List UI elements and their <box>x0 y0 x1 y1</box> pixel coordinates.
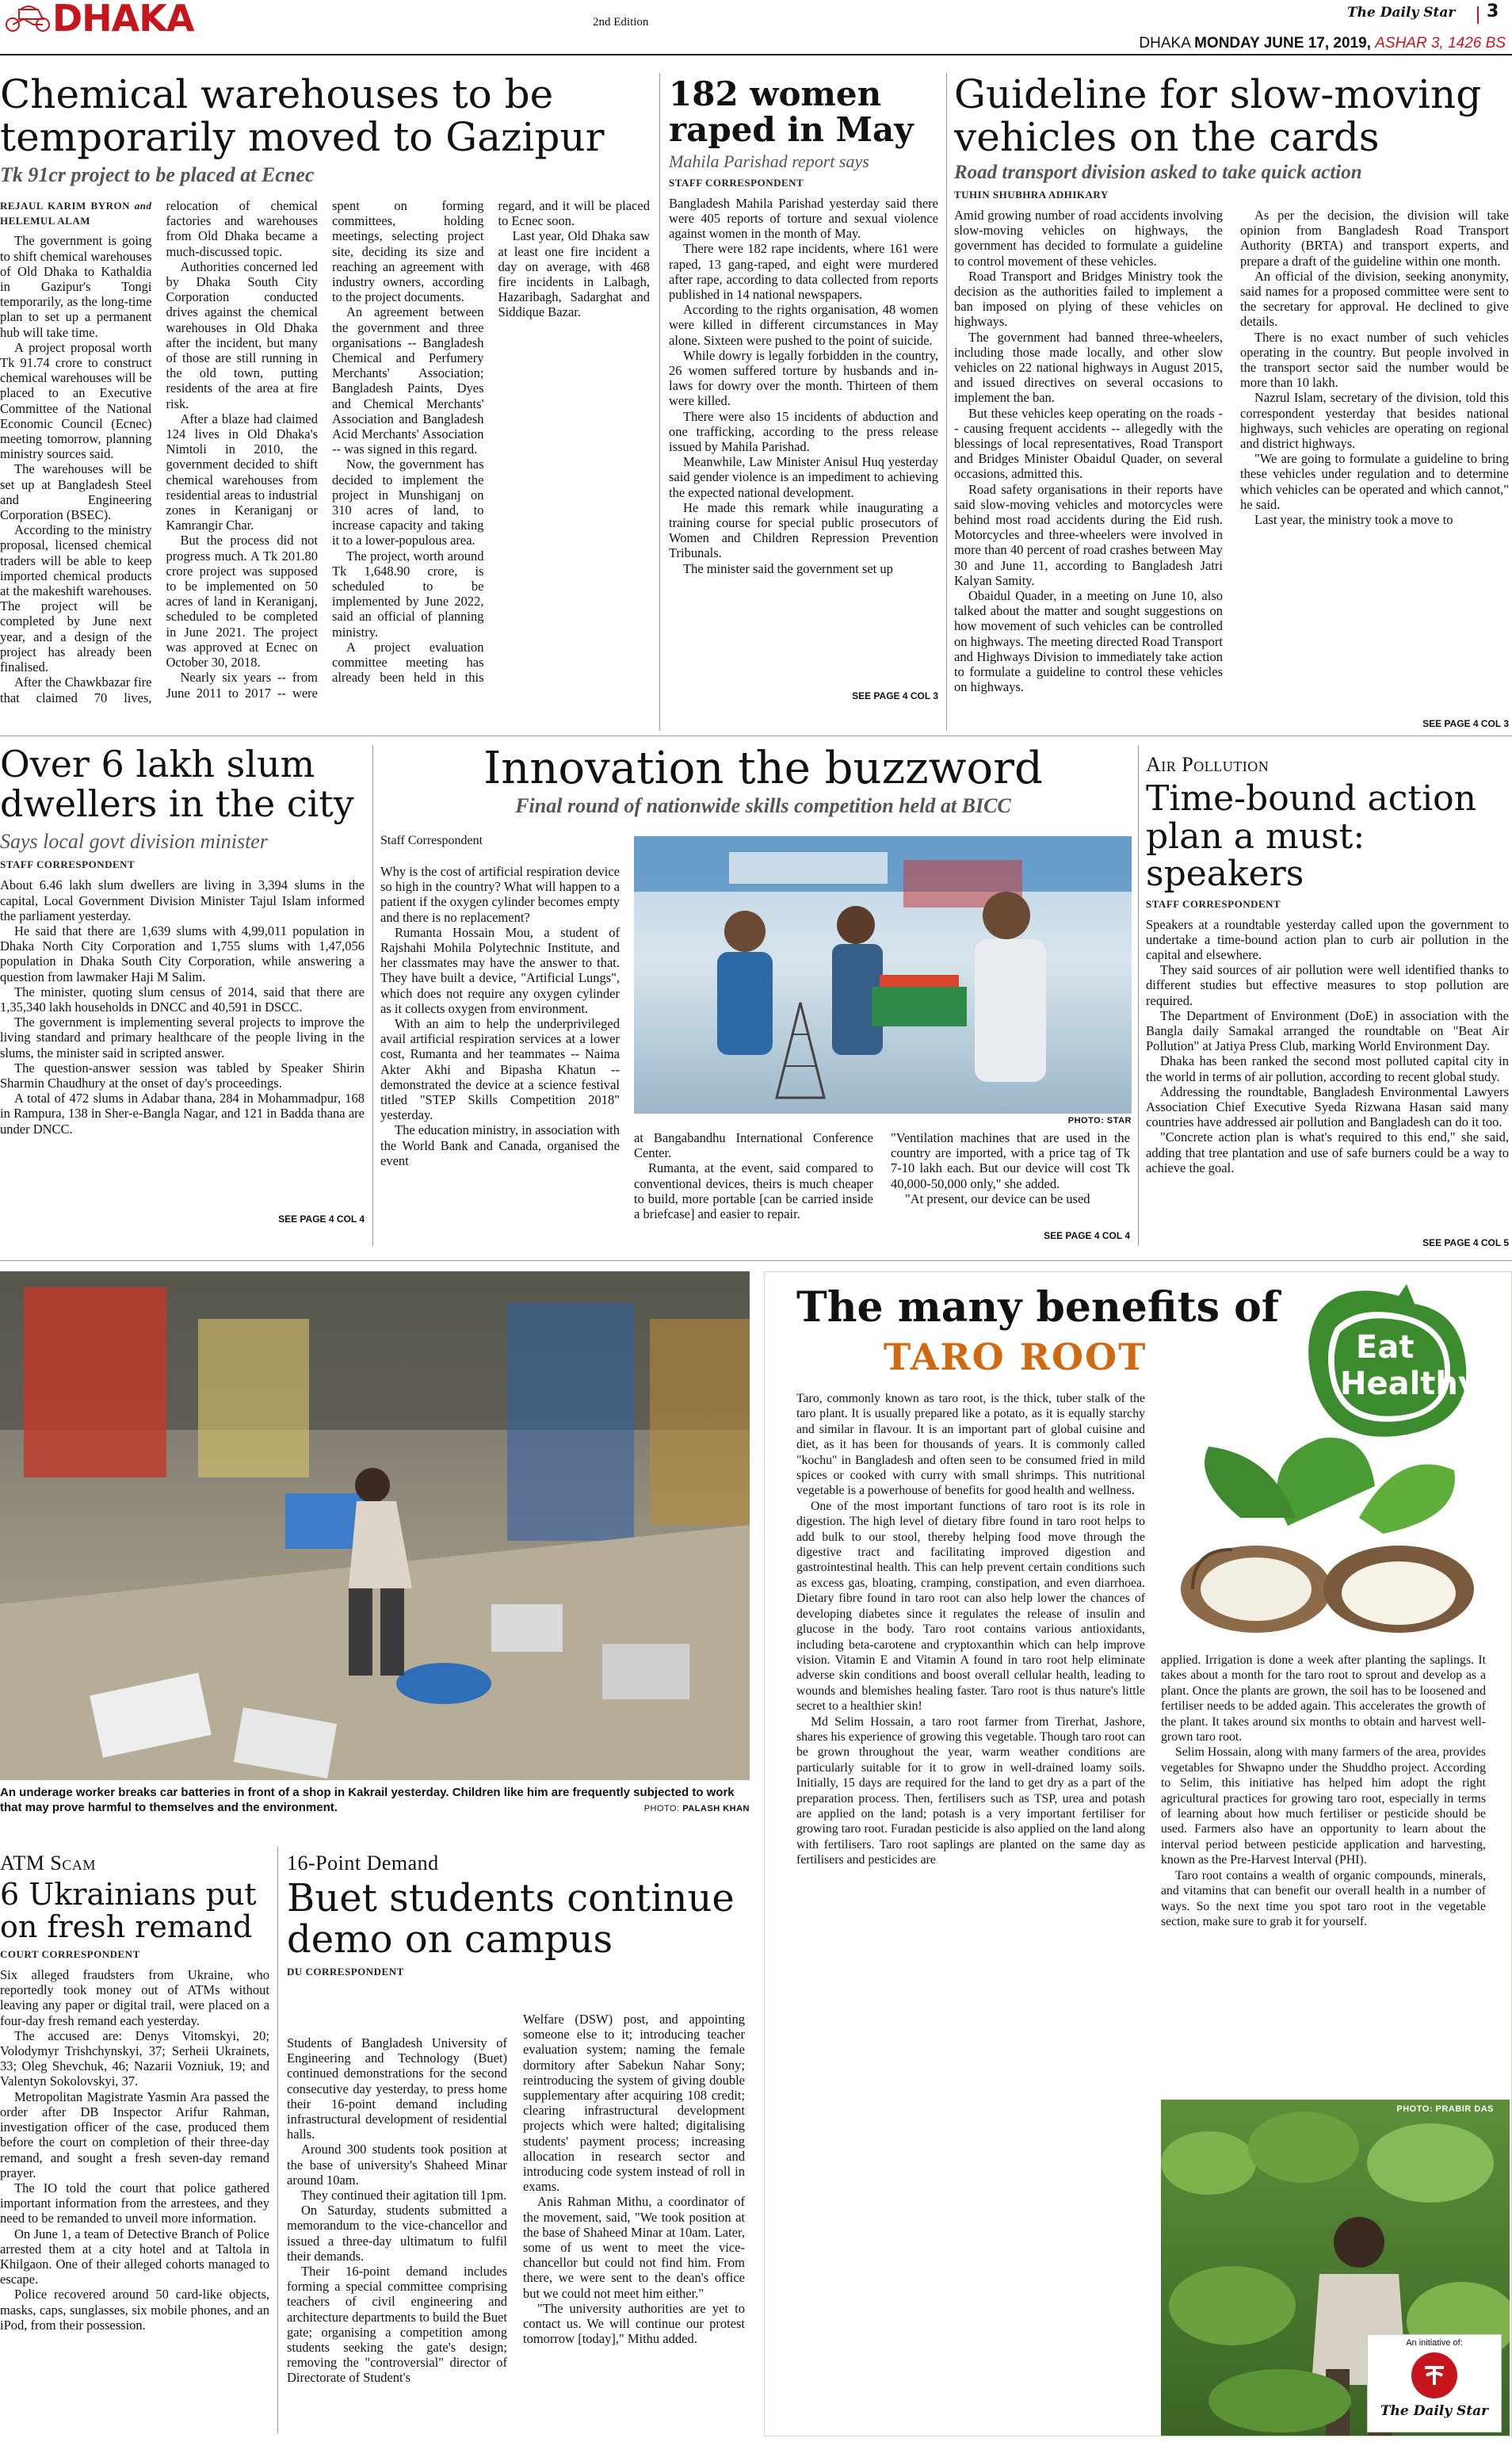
paragraph: Amid growing number of road accidents involving slow-moving vehicles on highways, the government has decided to formulate a guideline to control movement of these vehicles. <box>954 208 1223 269</box>
paragraph: "We are going to formulate a guideline to bring these vehicles under regulation and to determine which vehicles can be operated and which cannot," he said. <box>1240 451 1509 512</box>
paragraph: The accused are: Denys Vitomskyi, 20; Volodymyr Trishchynskyi, 37; Serheii Ukrainets, 33; Oleg Shevchuk, 46; Nazarii Vozniuk, 19; and Valentyn Sokolovskyi, 37. <box>0 2027 269 2089</box>
taro-feature <box>764 1271 1512 2436</box>
paragraph: There were also 15 incidents of abduction and one trafficking, according to the press release issued by Mahila Parishad. <box>669 408 938 454</box>
air-continued: SEE PAGE 4 COL 5 <box>1422 1236 1509 1248</box>
chemical-byline-and: and <box>134 200 152 212</box>
rape-body <box>669 196 938 687</box>
paragraph: Taro root contains a wealth of organic compounds, minerals, and vitamins that can benefit our overall health in a number of ways. So the next time you spot taro root in the vegetable section, make sure to grab it for yourself. <box>1161 1868 1486 1928</box>
atm-kicker: ATM Scam <box>0 1852 96 1874</box>
edition-label: 2nd Edition <box>593 16 649 29</box>
paragraph: Students of Bangladesh University of Engineering and Technology (Buet) continued demonstrations for the second consecutive day yesterday, to press home their 16-point demand including infrastructural development of residential halls. <box>287 2035 507 2142</box>
paragraph: The Department of Environment (DoE) in association with the Bangla daily Samakal arranged the roundtable on "Beat Air Pollution" at Jatiya Press Club, marking World Environment Day. <box>1146 1007 1509 1054</box>
credit-label: PHOTO: <box>643 1804 680 1813</box>
rape-story <box>669 76 938 701</box>
paper-name: The Daily Star <box>1347 5 1456 21</box>
air-byline: STAFF CORRESPONDENT <box>1146 897 1281 910</box>
paragraph: "The university authorities are yet to contact us. We will continue our protest tomorrow [today]," Mithu added. <box>523 2300 745 2347</box>
taro-illustration <box>1161 1431 1494 1653</box>
innovation-col2 <box>634 1130 873 1241</box>
rickshaw-icon <box>3 3 54 32</box>
paragraph: The IO told the court that police gathered important information from the arrestees, and they need to be remanded to unveil more information. <box>0 2180 269 2226</box>
credit-name: PALASH KHAN <box>682 1804 750 1813</box>
paragraph: There were 182 rape incidents, where 161 were raped, 13 gang-raped, and eight were murdered after rape, according to data collected from reports published in 14 national newspapers. <box>669 241 938 302</box>
worker-photo-credit <box>602 1804 750 1813</box>
paragraph: Metropolitan Magistrate Yasmin Ara passed the order after DB Inspector Arifur Rahman, investigation officer of the case, produced them before the court on completion of their three-day remand, and sought a fresh seven-day remand prayer. <box>0 2089 269 2180</box>
paragraph: One of the most important functions of taro root is its role in digestion. The high level of dietary fibre found in taro root helps to add bulk to our stool, thereby helping food move through the digestive tract and facilitating improved digestion and gastrointestinal health. This can help prevent certain conditions such as excess gas, bloating, cramping, constipation, and even diarrhoea. Dietary fibre found in taro root can also help lower the chances of developing diabetes since it regulates the release of insulin and glucose in the body. Taro root contains various antioxidants, including beta-carotene and cryptoxanthin which can help improve vision. Vitamin E and Vitamin A found in taro root help eliminate adverse skin conditions and boost overall cellular health, leading to wounds and blemishes healing faster. Taro root is thus nature's little secret to a healthier skin! <box>796 1499 1145 1714</box>
vehicles-byline: TUHIN SHUBHRA ADHIKARY <box>954 189 1109 201</box>
paragraph: Bangladesh Mahila Parishad yesterday said there were 405 reports of torture and sexual violence against women in the month of May. <box>669 195 938 242</box>
slum-deck: Says local govt division minister <box>0 830 268 854</box>
buet-byline: DU CORRESPONDENT <box>287 1965 404 1978</box>
paragraph: Anis Rahman Mithu, a coordinator of the movement, said, "We took position at the base of Shaheed Minar at 10am. Later, some of us went to meet the vice-chancellor but could not find him. From there, we were sent to the dean's office but we could not meet him either." <box>523 2194 745 2301</box>
paragraph: The minister, quoting slum census of 2014, said that there are 1,35,340 lakh households in DNCC and 40,591 in DSCC. <box>0 984 365 1015</box>
paragraph: Six alleged fraudsters from Ukraine, who reportedly took money out of ATMs without leaving any paper or digital trail, were placed on a four-day fresh remand each yesterday. <box>0 1967 269 2028</box>
taro-photo-credit: PHOTO: PRABIR DAS <box>1396 2104 1494 2114</box>
chemical-headline: Chemical warehouses to be temporarily moved to Gazipur <box>0 71 605 160</box>
atm-headline: 6 Ukrainians put on fresh remand <box>0 1877 257 1945</box>
paragraph: Dhaka has been ranked the second most polluted capital city in the world in terms of air pollution, according to recent global study. <box>1146 1053 1509 1084</box>
badge-healthy: Healthy <box>1340 1366 1479 1402</box>
paragraph: Now, the government has decided to implement the project in Munshiganj on 310 acres of land, to increase capacity and taking it to a lower-populous area. <box>332 457 484 548</box>
sponsor-name: The Daily Star <box>1380 2403 1489 2419</box>
section-title: DHAKA <box>52 0 194 40</box>
vehicles-story <box>954 73 1509 729</box>
dateline-bangla: ASHAR 3, 1426 BS <box>1375 35 1506 52</box>
paragraph: Last year, the ministry took a move to <box>1254 512 1453 528</box>
initiative-label: An initiative of: <box>1406 2338 1463 2348</box>
paragraph: A project proposal worth Tk 91.74 crore to construct chemical warehouses will be placed to an Executive Committee of the National Economic Council (Ecnec) meeting tomorrow, planning ministry sources said. <box>0 339 152 462</box>
atm-body <box>0 1967 269 2436</box>
initiative-box <box>1367 2334 1502 2432</box>
rape-headline: 182 women raped in May <box>669 75 914 150</box>
masthead-divider <box>1477 6 1479 24</box>
dateline-date: MONDAY JUNE 17, 2019, <box>1194 35 1371 52</box>
air-headline: Time-bound action plan a must: speakers <box>1146 778 1476 895</box>
paragraph: He made this remark while inaugurating a training course for special public prosecutors of Women and Children Repression Prevention Tribunals. <box>669 499 938 561</box>
paragraph: A project evaluation committee meeting has already been held in this regard, and it will be placed to Ecnec soon. <box>332 198 650 686</box>
innovation-deck: Final round of nationwide skills competition held at BICC <box>515 794 1011 818</box>
innovation-photo-credit: PHOTO: STAR <box>1067 1116 1132 1125</box>
paragraph: applied. Irrigation is done a week after planting the saplings. It takes about a month for the taro root to sprout and develop as a plant. Once the plants are grown, the soil has to be loosened and fertiliser needs to be added again. This accelerates the growth of the plant. It takes around six months to obtain and harvest well-grown taro root. <box>1161 1653 1486 1745</box>
paragraph: Nazrul Islam, secretary of the division, told this correspondent yesterday that besides national highways, such vehicles are operating on regional and district highways. <box>1240 390 1509 452</box>
slum-byline: STAFF CORRESPONDENT <box>0 858 136 871</box>
vehicles-headline: Guideline for slow-moving vehicles on the cards <box>954 71 1482 160</box>
buet-kicker: 16-Point Demand <box>287 1852 439 1874</box>
chemical-story <box>0 73 650 713</box>
chemical-byline-author-a: REJAUL KARIM BYRON <box>0 200 130 212</box>
paragraph: The warehouses will be set up at Bangladesh Steel and Engineering Corporation (BSEC). <box>0 461 152 523</box>
paragraph: Why is the cost of artificial respiration device so high in the country? What will happen to a patient if the oxygen cylinder becomes empty and there is no replacement? <box>380 864 620 925</box>
vehicles-body <box>954 208 1509 715</box>
vehicles-continued: SEE PAGE 4 COL 3 <box>1422 718 1509 729</box>
paragraph: Addressing the roundtable, Bangladesh Environmental Lawyers Association Chief Executive Syeda Rizwana Hasan said many countries have addressed air pollution and Bangladesh can do it too. <box>1146 1083 1509 1130</box>
paragraph: Rumanta Hossain Mou, a student of Rajshahi Mohila Polytechnic Institute, and her classmates may have the answer to that. They have built a device, "Artificial Lungs", which does not require any oxygen cylinder as it collects oxygen from environment. <box>380 924 620 1016</box>
buet-headline: Buet students continue demo on campus <box>287 1876 735 1962</box>
paragraph: Last year, Old Dhaka saw at least one fire incident a day on average, with 468 fire incidents in Lalbagh, Hazaribagh, Sadarghat and Siddique Bazar. <box>498 228 650 320</box>
slum-continued: SEE PAGE 4 COL 4 <box>278 1213 365 1225</box>
chemical-deck: Tk 91cr project to be placed at Ecnec <box>0 163 315 186</box>
paragraph: On June 1, a team of Detective Branch of Police arrested them at a city hotel and at Taltola in Khilgaon. One of their alleged cohorts managed to escape. <box>0 2226 269 2287</box>
innovation-story <box>380 745 1146 818</box>
paragraph: The government is implementing several projects to improve the living standard and primary healthcare of the people living in the slums, the minister said in scripted answer. <box>0 1015 365 1060</box>
atm-byline: COURT CORRESPONDENT <box>0 1948 140 1961</box>
taro-title: The many benefits of <box>796 1283 1280 1332</box>
column-rule <box>659 73 660 731</box>
paragraph: Rumanta, at the event, said compared to conventional devices, theirs is much cheaper to build, more portable [can be carried inside a briefcase] and easier to repair. <box>634 1160 873 1222</box>
paragraph: "Ventilation machines that are used in the country are imported, with a price tag of Tk 7-10 lakh each. But our device will cost Tk 40,000-50,000 only," she added. <box>891 1130 1130 1191</box>
paragraph: at Bangabandhu International Conference Center. <box>634 1130 873 1161</box>
paragraph: The project, worth around Tk 1,648.90 crore, is scheduled to be implemented by June 2022, said an official of planning ministry. <box>332 548 484 640</box>
paragraph: Taro, commonly known as taro root, is the thick, tuber stalk of the taro plant. It is usually prepared like a potato, as it is equally starchy and similar in flavour. It is an important part of global cuisine and diet, as it has been for thousands of years. It is commonly called "kochu" in Bangladesh and often seen to be consumed fried in mild spices or cooked with curry with small shrimps. This nutritional vegetable is a powerhouse of benefits for good health and wellness. <box>796 1392 1145 1498</box>
paragraph: On Saturday, students submitted a memorandum to the vice-chancellor and issued a three-day ultimatum to fulfil their demands. <box>287 2203 507 2264</box>
masthead-rule <box>0 54 1512 55</box>
paragraph: The question-answer session was tabled by Speaker Shirin Sharmin Chaudhury at the onset of day's proceedings. <box>0 1060 365 1091</box>
chemical-body <box>0 198 650 713</box>
paragraph: They continued their agitation till 1pm. <box>301 2188 507 2203</box>
buet-col1 <box>287 2035 507 2436</box>
paragraph: Road Transport and Bridges Ministry took the decision as the authorities failed to implement a ban imposed on plying of these vehicles on highways. <box>954 268 1223 330</box>
paragraph: After a blaze had claimed 124 lives in Old Dhaka's Nimtoli in 2010, the government decided to shift chemical warehouses from residential areas to industrial zones in Keraniganj or Kamrangir Char. <box>166 411 318 533</box>
paragraph: But the process did not progress much. A Tk 201.80 crore project was supposed to be implemented on 50 acres of land in Keraniganj, scheduled to be completed in June 2021. The project was approved at Ecnec on October 30, 2018. <box>166 533 318 671</box>
dateline <box>1139 35 1506 52</box>
innovation-col3 <box>891 1130 1130 1217</box>
air-kicker: Air Pollution <box>1146 753 1270 776</box>
paragraph: "At present, our device can be used <box>905 1190 1090 1206</box>
paragraph: Around 300 students took position at the base of university's Shaheed Minar around 10am. <box>287 2142 507 2188</box>
paragraph: Md Selim Hossain, a taro root farmer from Tirerhat, Jashore, shares his experience of growing this vegetable. Though taro root can be grown throughout the year, warm weather conditions are particularly suitable for it to grow in well-drained loamy soils. Initially, 15 days are required for the land to get dry as a part of the preparation process. Then, fertilisers such as TSP, urea and potash are applied on the land; potash is a very important fertiliser for growing taro root. Furadan pesticide is also applied on the land along with fertilisers. Taro root saplings are planted on the same day as fertilisers and pesticides are <box>796 1714 1145 1867</box>
section-rule <box>0 1260 1512 1261</box>
paragraph: An agreement between the government and three organisations -- Bangladesh Chemical and Perfumery Merchants' Association; Bangladesh Paints, Dyes and Chemical Merchants' Association and Bangladesh Acid Merchants' Association -- was signed in this regard. <box>332 304 484 457</box>
vehicles-deck: Road transport division asked to take quick action <box>954 162 1362 183</box>
paragraph: Authorities concerned led by Dhaka South City Corporation conducted drives against the chemical warehouses in Old Dhaka after the incident, but many of those are still running in the old town, putting residents of the area at fire risk. <box>166 258 318 411</box>
innovation-photo <box>634 836 1132 1114</box>
paragraph: After the Chawkbazar fire that claimed 70 lives, relocation of chemical factories and warehouses from Old Dhaka became a much-discussed topic. <box>0 198 318 705</box>
badge-eat: Eat <box>1356 1329 1415 1366</box>
paragraph: "Concrete action plan is what's required to this end," she said, adding that tree plantation and use of safe burners could be a way to achieve the goal. <box>1146 1129 1509 1175</box>
paragraph: According to the rights organisation, 48 women were killed in different circumstances in May alone. Sixteen were pushed to the point of suicide. <box>669 302 938 348</box>
paragraph: Meanwhile, Law Minister Anisul Huq yesterday said gender violence is an impediment to achieving the expected national development. <box>669 454 938 500</box>
atm-story <box>0 1852 269 2436</box>
paragraph: There is no exact number of such vehicles operating in the country. But people involved in the transport sector said the number would be more than 10 lakh. <box>1240 329 1509 391</box>
paragraph: The government had banned three-wheelers, including those made locally, and other slow vehicles on 22 national highways in August 2015, and issued directives on several occasions to implement the ban. <box>954 329 1223 406</box>
paragraph: Police recovered around 50 card-like objects, masks, caps, sunglasses, six mobile phones, and an iPod, from their possession. <box>0 2287 269 2333</box>
paragraph: The education ministry, in association with the World Bank and Canada, organised the event <box>380 1122 620 1168</box>
paragraph: They said sources of air pollution were well identified thanks to different studies but effective measures to stop pollution are required. <box>1146 962 1509 1008</box>
dateline-city: DHAKA <box>1139 35 1190 52</box>
innovation-col1 <box>380 864 620 1244</box>
innovation-headline: Innovation the buzzword <box>483 743 1043 794</box>
taro-title-accent: TARO ROOT <box>884 1336 1147 1378</box>
paragraph: An official of the division, seeking anonymity, said names for a proposed committee were sent to the secretary for approval. He declined to give details. <box>1240 268 1509 330</box>
chemical-byline-author-b: HELEMUL ALAM <box>0 215 90 227</box>
column-rule <box>277 1847 278 2433</box>
paragraph: While dowry is legally forbidden in the country, 26 women suffered torture by husbands and in-laws for dowry over the month. Thirteen of them were killed. <box>669 347 938 409</box>
taro-col1 <box>796 1391 1145 2196</box>
paragraph: The government is going to shift chemical warehouses of Old Dhaka to Kathaldia in Gazipur's Tongi temporarily, as the long-time plan to set up a permanent hub will take time. <box>0 233 152 340</box>
paragraph: Their 16-point demand includes forming a special committee comprising teachers of civil engineering and architecture departments to build the Buet gate; organising a competition among students seeking the gate's design; removing the "controversial" director of Directorate of Student's <box>287 2264 507 2386</box>
page-number: 3 <box>1487 2 1499 21</box>
paragraph: Speakers at a roundtable yesterday called upon the government to undertake a time-bound action plan to curb air pollution in the capital and elsewhere. <box>1146 916 1509 962</box>
innovation-byline: Staff Correspondent <box>380 834 483 847</box>
buet-col2 <box>523 2012 745 2436</box>
worker-photo-caption: An underage worker breaks car batteries in front of a shop in Kakrail yesterday. Children like him are frequently subjected to work that may prove harmful to themselves and the environment. <box>0 1786 735 1814</box>
paragraph: According to the ministry proposal, licensed chemical traders will be able to keep imported chemical products at the makeshift warehouses. The project will be completed by June next year, and a design of the project has already been finalised. <box>0 522 152 675</box>
innovation-continued: SEE PAGE 4 COL 4 <box>1044 1230 1130 1241</box>
paragraph: Obaidul Quader, in a meeting on June 10, also talked about the matter and sought suggestions on how movement of such vehicles can be controlled on highways. The meeting directed Road Transport and Highways Division to immediately take action to formulate a guideline to control these vehicles on highways. <box>954 588 1223 695</box>
column-rule <box>1138 745 1139 1246</box>
paragraph: Nearly six years -- from June 2011 to 2017 -- were spent on forming committees, holding meetings, selecting project site, deciding its size and reaching an agreement with industry owners, according to the project documents. <box>166 198 484 701</box>
column-rule <box>946 73 947 731</box>
column-rule <box>372 745 373 1246</box>
paragraph: Welfare (DSW) post, and appointing someone else to it; introducing teacher evaluation system; naming the female dormitory after Sabekun Nahar Sony; reintroducing the system of giving double supplementary after acquiring 108 credit; clearing infrastructural development projects which were halted; digitalising students' payment process; increasing allocation in research sector and introducing code system instead of roll in exams. <box>523 2012 745 2195</box>
paragraph: About 6.46 lakh slum dwellers are living in 3,394 slums in the capital, Local Government Division Minister Tajul Islam informed the parliament yesterday. <box>0 877 365 923</box>
paragraph: But these vehicles keep operating on the roads -- causing frequent accidents -- allegedly with the blessings of local representatives, Road Transport and Bridges Minister Obaidul Quader, on several occasions, admitted this. <box>954 405 1223 482</box>
slum-story <box>0 745 365 1225</box>
eat-healthy-badge <box>1288 1280 1486 1446</box>
air-story <box>1146 753 1509 1248</box>
slum-body <box>0 877 365 1210</box>
rape-continued: SEE PAGE 4 COL 3 <box>852 690 938 701</box>
air-body <box>1146 917 1509 1234</box>
worker-photo <box>0 1271 750 1780</box>
buet-story <box>287 1852 746 1985</box>
rape-deck: Mahila Parishad report says <box>669 151 869 171</box>
paragraph: Selim Hossain, along with many farmers of the area, provides vegetables for Shwapno under the Shuddho project. According to Selim, this initiative has helped him adopt the right agricultural practices for growing taro root, especially in terms of learning about how much fertiliser or pesticide should be used. Farmers also have an opportunity to learn about the interval period between pesticide application and harvesting, known as the Pre-Harvest Interval (PHI). <box>1161 1745 1486 1867</box>
paragraph: With an aim to help the underprivileged avail artificial respiration services at a lower cost, Rumanta and her teammates -- Naima Akter Akhi and Bipasha Khatun -- demonstrated the device at a science festival titled "STEP Skills Competition 2018" yesterday. <box>380 1016 620 1123</box>
paragraph: As per the decision, the division will take opinion from Bangladesh Road Transport Authority (BRTA) and transport experts, and prepare a draft of the guideline within one month. <box>1240 208 1509 269</box>
chemical-byline <box>0 198 152 228</box>
paragraph: The minister said the government set up <box>683 560 893 576</box>
masthead <box>0 0 1512 52</box>
slum-headline: Over 6 lakh slum dwellers in the city <box>0 743 354 825</box>
shuddho-logo-icon <box>1411 2352 1457 2398</box>
paragraph: He said that there are 1,639 slums with 4,99,011 population in Dhaka North City Corporation and 1,755 slums with 1,47,056 population in Dhaka South City Corporation, while answering a question from lawmaker Haji M Salim. <box>0 923 365 984</box>
paragraph: Road safety organisations in their reports have said slow-moving vehicles and motorcycles were behind most road accidents during the Eid rush. Motorcycles and three-wheelers were involved in more than 40 percent of road crashes between May 30 and June 11, according to Bangladesh Jatri Kalyan Samity. <box>954 481 1223 588</box>
taro-col2 <box>1161 1653 1486 1962</box>
paragraph: A total of 472 slums in Adabar thana, 284 in Mohammadpur, 168 in Rampura, 138 in Sher-e-Bangla Nagar, and 121 in Badda thana are under DNCC. <box>0 1091 365 1137</box>
rape-byline: STAFF CORRESPONDENT <box>669 176 804 189</box>
